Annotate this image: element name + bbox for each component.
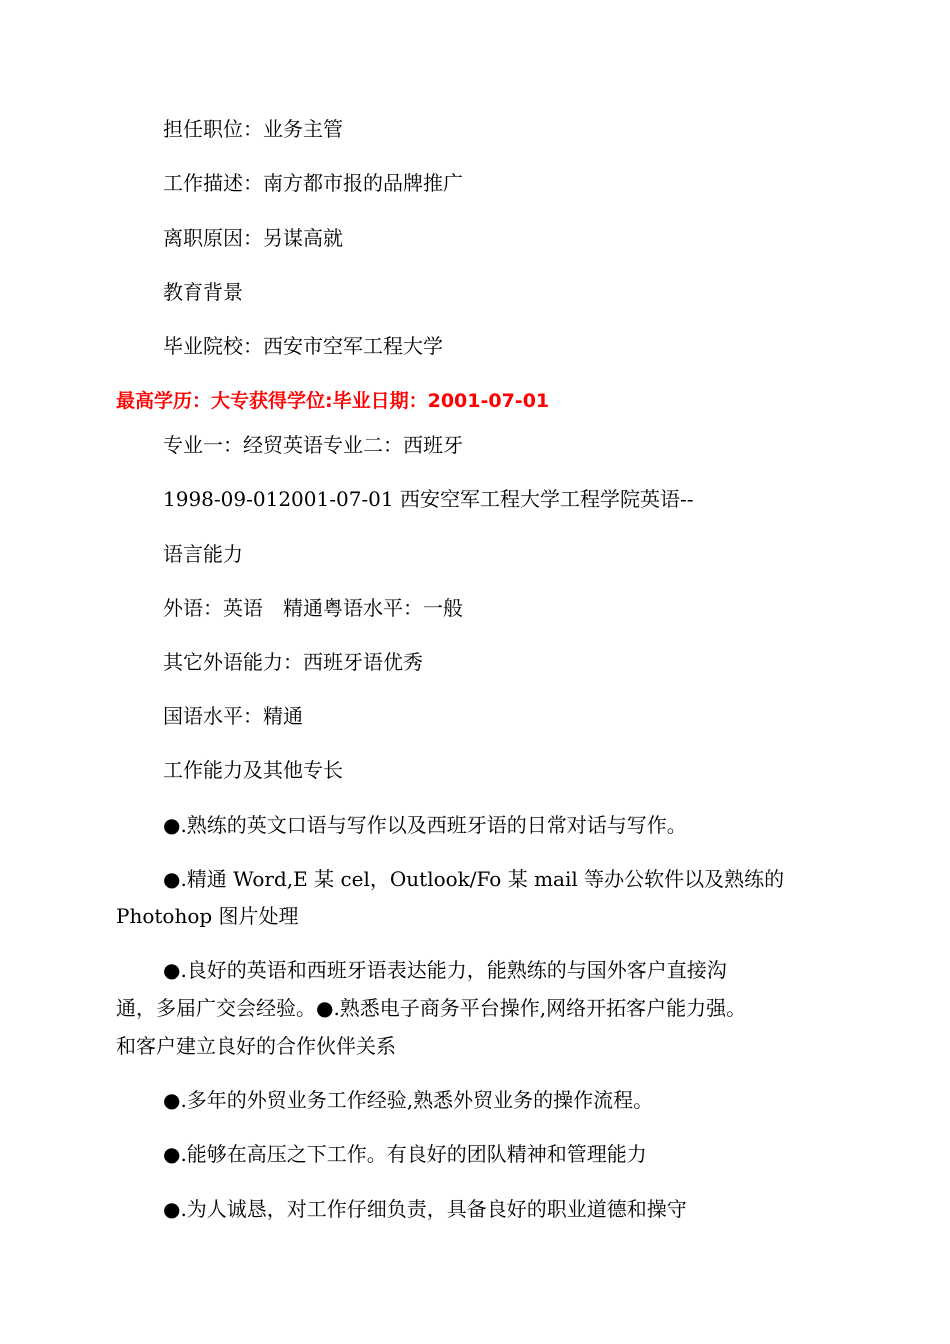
job-description-line: 工作描述：南方都市报的品牌推广 xyxy=(163,171,463,195)
study-record-line: 1998-09-012001-07-01 西安空军工程大学工程学院英语-- xyxy=(163,487,694,511)
skill-item: ●.多年的外贸业务工作经验,熟悉外贸业务的操作流程。 xyxy=(163,1088,654,1112)
skill-item: ●.熟练的英文口语与写作以及西班牙语的日常对话与写作。 xyxy=(163,813,687,837)
other-language-line: 其它外语能力：西班牙语优秀 xyxy=(163,650,423,674)
skills-heading: 工作能力及其他专长 xyxy=(163,758,343,782)
foreign-language-line: 外语：英语 精通粤语水平：一般 xyxy=(163,596,463,620)
skill-item-continuation: 通，多届广交会经验。●.熟悉电子商务平台操作,网络开拓客户能力强。 xyxy=(116,996,747,1020)
school-line: 毕业院校：西安市空军工程大学 xyxy=(163,334,443,358)
skill-item: ●.良好的英语和西班牙语表达能力，能熟练的与国外客户直接沟 xyxy=(163,958,727,982)
highest-degree-heading: 最高学历：大专获得学位:毕业日期：2001-07-01 xyxy=(116,390,550,412)
skill-item: ●.精通 Word,E 某 cel，Outlook/Fo 某 mail 等办公软件以及熟练的 xyxy=(163,867,785,891)
skill-item: ●.为人诚恳，对工作仔细负责，具备良好的职业道德和操守 xyxy=(163,1197,687,1221)
position-line: 担任职位：业务主管 xyxy=(163,117,343,141)
skill-item-continuation: Photohop 图片处理 xyxy=(116,904,299,928)
leave-reason-line: 离职原因：另谋高就 xyxy=(163,226,343,250)
language-heading: 语言能力 xyxy=(163,542,243,566)
skill-item: ●.能够在高压之下工作。有良好的团队精神和管理能力 xyxy=(163,1142,647,1166)
education-heading: 教育背景 xyxy=(163,280,243,304)
skill-item-continuation: 和客户建立良好的合作伙伴关系 xyxy=(116,1034,396,1058)
majors-line: 专业一：经贸英语专业二：西班牙 xyxy=(163,433,463,457)
mandarin-line: 国语水平：精通 xyxy=(163,704,303,728)
